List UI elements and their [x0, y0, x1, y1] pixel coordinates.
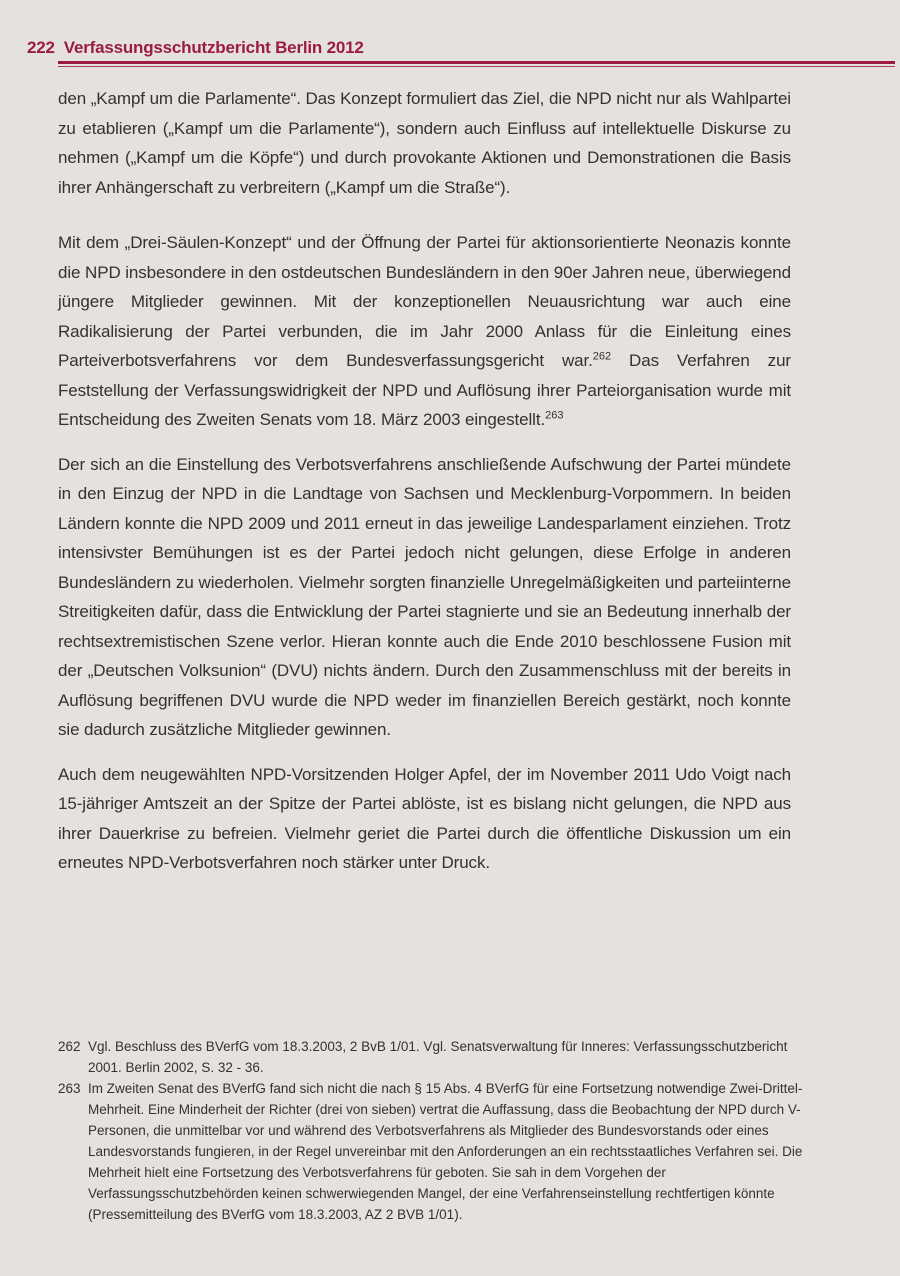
page-header: [27, 38, 900, 58]
paragraph: Mit dem „Drei-Säulen-Konzept“ und der Öffnung der Partei für aktionsorientierte Neonazis konnte die NPD insbesondere in den ostdeutschen Bundesländern in den 90er Jahren neue, überwiegend jüngere Mitglieder gewinnen. Mit der konzeptionellen Neuausrichtung war auch eine Radikalisierung der Partei verbunden, die im Jahr 2000 Anlass für die Einleitung eines Parteiverbotsverfahrens vor dem Bundesverfassungsgericht war.$^{262}$ Das Verfahren zur Feststellung der Verfassungswidrigkeit der NPD und Auflösung ihrer Parteiorganisation wurde mit Entscheidung des Zweiten Senats vom 18. März 2003 eingestellt.$^{263}$: [58, 233, 791, 429]
paragraph: Auch dem neugewählten NPD-Vorsitzenden Holger Apfel, der im November 2011 Udo Voigt nach 15-jähriger Amtszeit an der Spitze der Partei ablöste, ist es bislang nicht gelungen, die NPD aus ihrer Dauerkrise zu befreien. Vielmehr geriet die Partei durch die öffentliche Diskussion um ein erneutes NPD-Verbotsverfahren noch stärker unter Druck.: [58, 764, 791, 872]
header-rule-thick-line: [58, 61, 895, 64]
footnote-text: Im Zweiten Senat des BVerfG fand sich nicht die nach § 15 Abs. 4 BVerfG für eine Fortsetzung notwendige Zwei-Drittel-Mehrheit. Eine Minderheit der Richter (drei von sieben) vertrat die Auffassung, dass die Beobachtung der NPD durch V-Personen, die unmittelbar vor und während des Verbotsverfahrens als Mitglieder des Bundesvorstands oder eines Landesvorstands fungieren, in der Regel unvereinbar mit den Anforderungen an ein rechtsstaatliches Verfahren sei. Die Mehrheit hielt eine Fortsetzung des Verbotsverfahrens für geboten. Sie sah in dem Vorgehen der Verfassungsschutzbehörden keinen schwerwiegenden Mangel, der eine Verfahrenseinstellung rechtfertigen könnte (Pressemitteilung des BVerfG vom 18.3.2003, AZ 2 BVB 1/01).: [88, 1081, 803, 1222]
footnote-number: 262: [58, 1039, 81, 1054]
header-rule-thin-line: [58, 66, 895, 67]
report-title: Verfassungsschutzbericht Berlin 2012: [63, 38, 364, 57]
paragraph: Der sich an die Einstellung des Verbotsverfahrens anschließende Aufschwung der Partei mündete in den Einzug der NPD in die Landtage von Sachsen und Mecklenburg-Vorpommern. In beiden Ländern konnte die NPD 2009 und 2011 erneut in das jeweilige Landesparlament einziehen. Trotz intensivster Bemühungen ist es der Partei jedoch nicht gelungen, diese Erfolge in anderen Bundesländern zu wiederholen. Vielmehr sorgten finanzielle Unregelmäßigkeiten und parteiinterne Streitigkeiten dafür, dass die Entwicklung der Partei stagnierte und sie an Bedeutung innerhalb der rechtsextremistischen Szene verlor. Hieran konnte auch die Ende 2010 beschlossene Fusion mit der „Deutschen Volksunion“ (DVU) nichts ändern. Durch den Zusammenschluss mit der bereits in Auflösung begriffenen DVU wurde die NPD weder im finanziellen Bereich gestärkt, noch konnte sie dadurch zusätzliche Mitglieder gewinnen.: [58, 454, 791, 739]
header-rule: [58, 61, 895, 67]
footnotes-section: [58, 1036, 805, 1225]
footnote-number: 263: [58, 1081, 81, 1096]
footnote: [58, 1036, 805, 1078]
paragraph: den „Kampf um die Parlamente“. Das Konzept formuliert das Ziel, die NPD nicht nur als Wahlpartei zu etablieren („Kampf um die Parlamente“), sondern auch Einfluss auf intellektuelle Diskurse zu nehmen („Kampf um die Köpfe“) und durch provokante Aktionen und Demonstrationen die Basis ihrer Anhängerschaft zu verbreitern („Kampf um die Straße“).: [58, 89, 791, 197]
running-header: [27, 38, 900, 58]
footnote-text: Vgl. Beschluss des BVerfG vom 18.3.2003, 2 BvB 1/01. Vgl. Senatsverwaltung für Inneres: Verfassungsschutzbericht 2001. Berlin 2002, S. 32 - 36.: [88, 1039, 788, 1075]
footnote-reference: 263: [545, 409, 564, 422]
footnote: [58, 1078, 805, 1225]
footnote-reference: 262: [592, 350, 612, 363]
body-text: [58, 84, 791, 893]
page-number: 222: [27, 38, 55, 57]
